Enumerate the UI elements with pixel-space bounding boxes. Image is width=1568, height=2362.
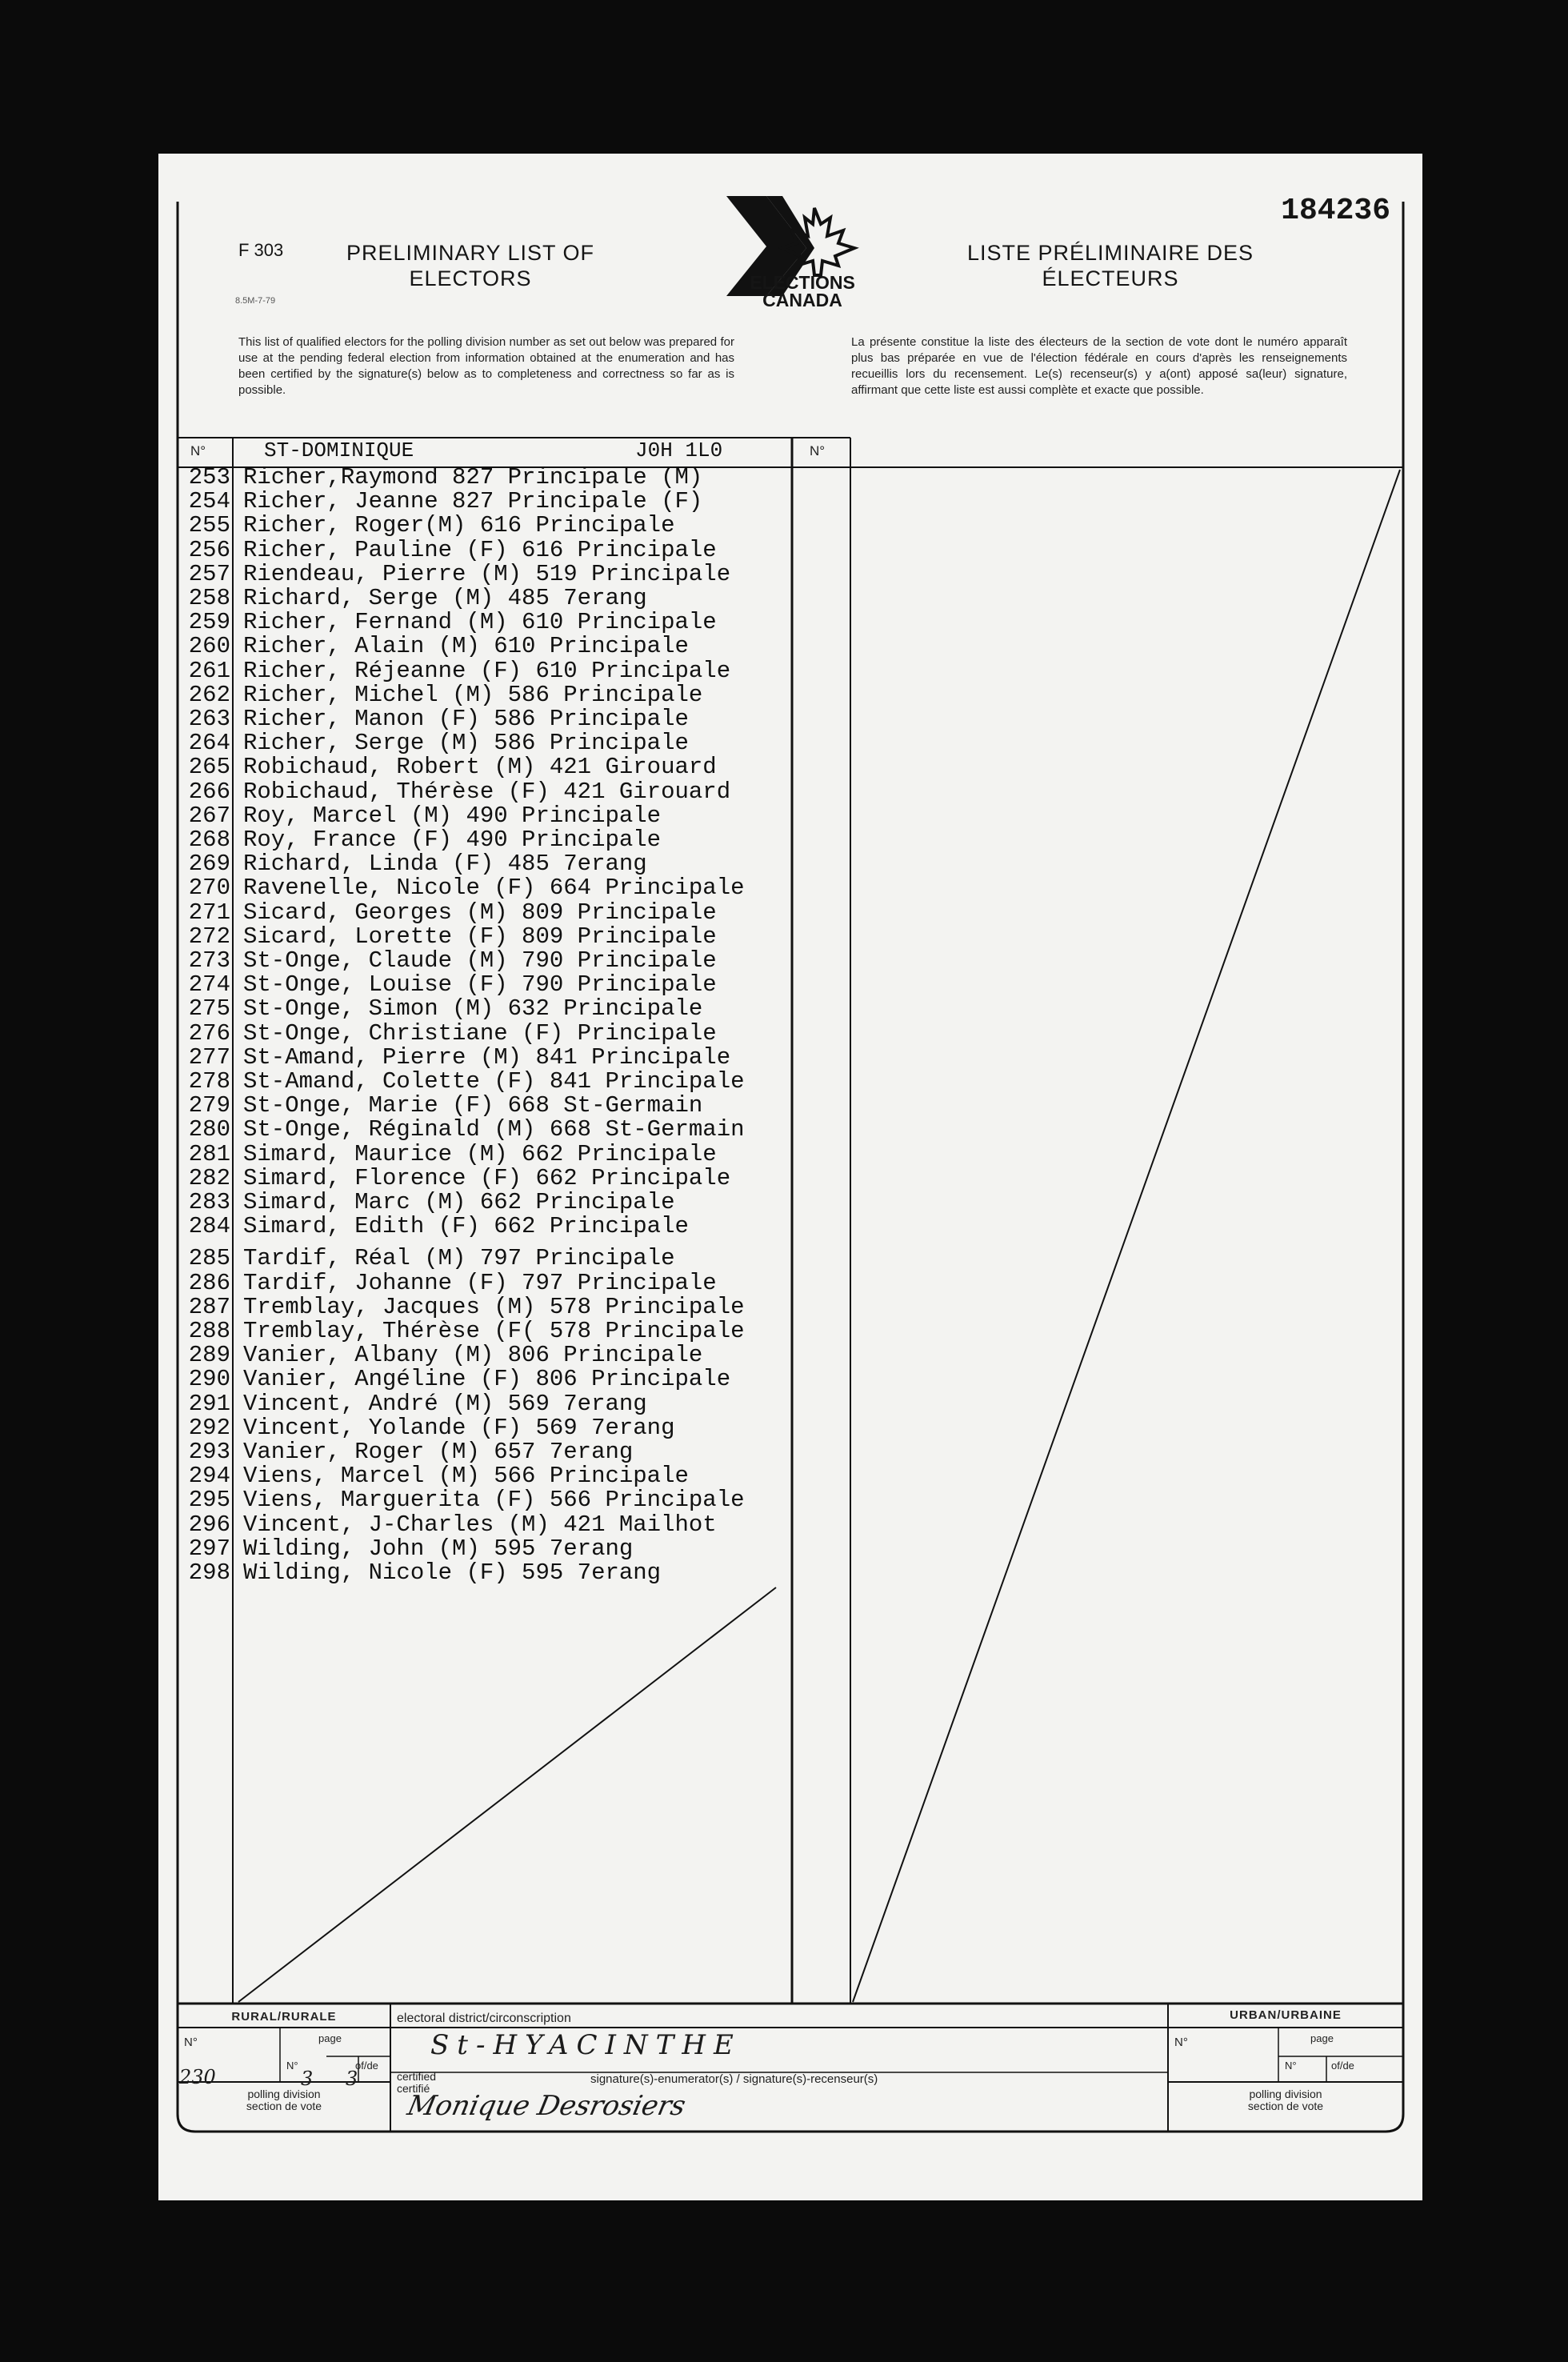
elector-number: 280 — [188, 1116, 230, 1143]
elector-number: 264 — [188, 730, 230, 757]
rural-page-of-label: of/de — [355, 2060, 378, 2072]
elector-entry: St-Onge, Réginald (M) 668 St-Germain — [243, 1116, 745, 1143]
rural-no-label: N° — [184, 2036, 198, 2049]
elector-number: 288 — [188, 1318, 230, 1344]
elector-entry: Richard, Serge (M) 485 7erang — [243, 585, 647, 611]
elector-entry: Vincent, André (M) 569 7erang — [243, 1390, 647, 1417]
elector-number: 293 — [188, 1439, 230, 1465]
elector-entry: St-Onge, Simon (M) 632 Principale — [243, 995, 703, 1023]
elector-number: 268 — [188, 827, 230, 853]
electoral-district-value: St-HYACINTHE — [430, 2029, 742, 2061]
enumerator-signature: Monique Desrosiers — [404, 2090, 689, 2122]
elector-entry: St-Onge, Claude (M) 790 Principale — [243, 947, 717, 974]
elector-number: 298 — [188, 1559, 230, 1586]
elector-number: 272 — [188, 923, 230, 950]
elector-number: 256 — [188, 536, 230, 563]
postal-code: J0H 1L0 — [635, 438, 723, 462]
elector-entry: Robichaud, Robert (M) 421 Girouard — [243, 754, 717, 781]
urban-polling-division-en: polling division — [1249, 2088, 1322, 2100]
rural-polling-division-fr: section de vote — [246, 2100, 322, 2112]
intro-text-english: This list of qualified electors for the polling division number as set out below was prepared for use at the pending federal election from information obtained at the enumeration and has been certified by the signature(s) below as to completeness and correctness so far as is possible. — [238, 335, 734, 397]
rural-polling-division-en: polling division — [247, 2088, 321, 2100]
elector-number: 254 — [188, 488, 230, 515]
elector-entry: Wilding, John (M) 595 7erang — [243, 1535, 634, 1562]
elector-number: 294 — [188, 1463, 230, 1490]
elector-number: 261 — [188, 657, 230, 684]
elector-number: 290 — [188, 1366, 230, 1393]
elector-entry: Richer, Michel (M) 586 Principale — [243, 681, 703, 708]
elector-entry: Richer,Raymond 827 Principale (M) — [243, 464, 703, 490]
urban-page-label: page — [1310, 2032, 1334, 2044]
elector-number: 276 — [188, 1019, 230, 1047]
elector-number: 279 — [188, 1092, 230, 1119]
elector-number: 277 — [188, 1043, 230, 1071]
elector-entry: Vincent, J-Charles (M) 421 Mailhot — [243, 1511, 717, 1538]
elector-entry: Richer, Serge (M) 586 Principale — [243, 730, 689, 757]
elector-entry: Richer, Réjeanne (F) 610 Principale — [243, 657, 731, 684]
elector-entry: Viens, Marguerita (F) 566 Principale — [243, 1487, 745, 1514]
elector-number: 270 — [188, 875, 230, 902]
logo-text-line1: ELECTIONS — [750, 272, 855, 293]
elector-number: 255 — [188, 512, 230, 539]
elector-number: 262 — [188, 681, 230, 708]
elector-number: 289 — [188, 1342, 230, 1369]
elector-entry: Tardif, Réal (M) 797 Principale — [243, 1245, 675, 1272]
elector-number: 263 — [188, 706, 230, 732]
document-number: 184236 — [1281, 194, 1390, 228]
rural-polling-division-label — [178, 2088, 390, 2112]
elector-entry: Simard, Maurice (M) 662 Principale — [243, 1140, 717, 1167]
certified-label-en: certified — [397, 2070, 437, 2083]
elector-number: 275 — [188, 995, 230, 1023]
elector-entry: St-Onge, Louise (F) 790 Principale — [243, 971, 717, 999]
elector-entry: Vanier, Albany (M) 806 Principale — [243, 1342, 703, 1369]
elector-entry: Tardif, Johanne (F) 797 Principale — [243, 1269, 717, 1296]
title-french-line1: LISTE PRÉLIMINAIRE DES — [966, 241, 1254, 265]
elector-number: 286 — [188, 1269, 230, 1296]
elector-number: 287 — [188, 1293, 230, 1320]
page-number: 3 — [301, 2068, 314, 2090]
certified-label-fr: certifié — [397, 2082, 430, 2095]
rural-page-no-label: N° — [286, 2060, 298, 2072]
elector-entry: Wilding, Nicole (F) 595 7erang — [243, 1559, 662, 1586]
rural-label: RURAL/RURALE — [231, 2010, 337, 2024]
elector-entry: Richer, Fernand (M) 610 Principale — [243, 609, 717, 636]
elector-number: 271 — [188, 899, 230, 926]
logo-text-line2: CANADA — [762, 290, 842, 310]
elector-entry: Richer, Roger(M) 616 Principale — [243, 512, 675, 539]
title-english-line2: ELECTORS — [409, 266, 532, 290]
elector-entry: Tremblay, Thérèse (F( 578 Principale — [243, 1318, 745, 1344]
elector-entry: Richer, Jeanne 827 Principale (F) — [243, 488, 703, 515]
elector-number: 283 — [188, 1189, 230, 1215]
elector-entry: Richer, Manon (F) 586 Principale — [243, 706, 689, 732]
elector-number: 273 — [188, 947, 230, 974]
electoral-district-label: electoral district/circonscription — [397, 2012, 571, 2025]
signature-label: signature(s)-enumerator(s) / signature(s)-recenseur(s) — [590, 2072, 878, 2086]
elector-entry: St-Amand, Colette (F) 841 Principale — [243, 1068, 745, 1095]
elector-entry: Sicard, Lorette (F) 809 Principale — [243, 923, 717, 950]
elector-entry: Roy, France (F) 490 Principale — [243, 827, 662, 853]
elector-number: 295 — [188, 1487, 230, 1514]
elector-number: 282 — [188, 1164, 230, 1191]
print-code: 8.5M-7-79 — [235, 296, 276, 306]
urban-page-of-label: of/de — [1331, 2060, 1354, 2072]
elector-number: 296 — [188, 1511, 230, 1538]
urban-label: URBAN/URBAINE — [1230, 2008, 1342, 2022]
elector-entry: Richer, Alain (M) 610 Principale — [243, 633, 689, 660]
elector-number: 292 — [188, 1414, 230, 1441]
elector-number: 269 — [188, 851, 230, 878]
elector-entry: St-Amand, Pierre (M) 841 Principale — [243, 1043, 731, 1071]
elector-entry: Vanier, Angéline (F) 806 Principale — [243, 1366, 731, 1393]
elector-number: 285 — [188, 1245, 230, 1272]
column-header-no: N° — [190, 443, 206, 458]
urban-polling-division-fr: section de vote — [1247, 2100, 1324, 2112]
urban-no-label: N° — [1174, 2036, 1188, 2049]
elector-entry: Simard, Marc (M) 662 Principale — [243, 1189, 675, 1215]
elector-entry: Riendeau, Pierre (M) 519 Principale — [243, 560, 731, 587]
elector-number: 253 — [188, 464, 230, 490]
elector-number: 297 — [188, 1535, 230, 1562]
elector-entry: Sicard, Georges (M) 809 Principale — [243, 899, 717, 926]
elector-number: 291 — [188, 1390, 230, 1417]
intro-text-french: La présente constitue la liste des électeurs de la section de vote dont le numéro apparaît plus bas préparée en vue de l'élection fédérale en cours d'après les renseignements recueillis lors du recensement. Le(s) recenseur(s) y a(ont) apposé sa(leur) signature, affirmant que cette liste est aussi complète et exacte que possible. — [851, 335, 1347, 397]
elector-number: 266 — [188, 778, 230, 805]
polling-division-number: 230 — [179, 2066, 216, 2088]
elector-entry: Viens, Marcel (M) 566 Principale — [243, 1463, 689, 1490]
locality: ST-DOMINIQUE — [264, 438, 414, 462]
elector-entry: Simard, Edith (F) 662 Principale — [243, 1213, 689, 1240]
urban-polling-division-label — [1168, 2088, 1403, 2112]
elector-entry: Vanier, Roger (M) 657 7erang — [243, 1439, 634, 1465]
form-code: F 303 — [238, 240, 284, 260]
elector-number: 281 — [188, 1140, 230, 1167]
elector-number: 267 — [188, 802, 230, 829]
elector-number: 278 — [188, 1068, 230, 1095]
elector-entry: Robichaud, Thérèse (F) 421 Girouard — [243, 778, 731, 805]
elector-number: 284 — [188, 1213, 230, 1240]
elector-entry: Richard, Linda (F) 485 7erang — [243, 851, 647, 878]
title-french-line2: ÉLECTEURS — [1042, 266, 1179, 290]
elector-entry: Roy, Marcel (M) 490 Principale — [243, 802, 662, 829]
urban-page-no-label: N° — [1285, 2060, 1297, 2072]
elector-number: 257 — [188, 560, 230, 587]
elector-number: 258 — [188, 585, 230, 611]
elector-entry: St-Onge, Christiane (F) Principale — [243, 1019, 717, 1047]
elector-number: 259 — [188, 609, 230, 636]
page-of-number: 3 — [346, 2068, 358, 2090]
elector-entry: Vincent, Yolande (F) 569 7erang — [243, 1414, 675, 1441]
elector-number: 274 — [188, 971, 230, 999]
elector-entry: Richer, Pauline (F) 616 Principale — [243, 536, 717, 563]
elector-entry: St-Onge, Marie (F) 668 St-Germain — [243, 1092, 703, 1119]
elector-entry: Tremblay, Jacques (M) 578 Principale — [243, 1293, 745, 1320]
elector-entry: Ravenelle, Nicole (F) 664 Principale — [243, 875, 745, 902]
elector-number: 265 — [188, 754, 230, 781]
elector-number: 260 — [188, 633, 230, 660]
right-column-header-no: N° — [810, 443, 826, 458]
title-english-line1: PRELIMINARY LIST OF — [346, 241, 595, 265]
elector-entry: Simard, Florence (F) 662 Principale — [243, 1164, 731, 1191]
document-page — [158, 154, 1422, 2200]
rural-page-label: page — [318, 2032, 342, 2044]
